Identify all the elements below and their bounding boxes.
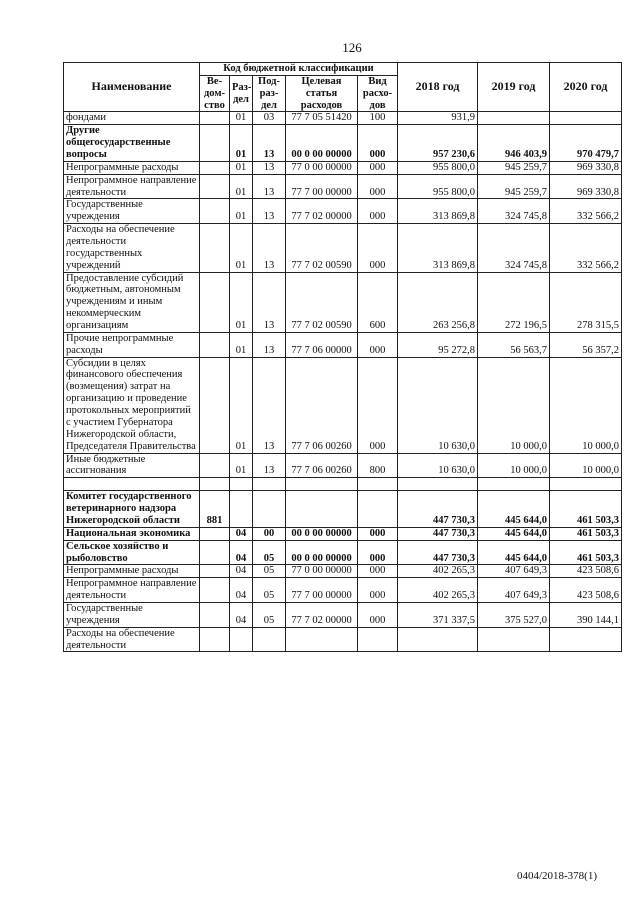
table-row (64, 272, 622, 332)
cell-razdel (230, 478, 253, 491)
cell-2018: 955 800,0 (398, 161, 478, 174)
cell-2019: 56 563,7 (478, 332, 550, 357)
cell-target: 77 7 02 00000 (286, 199, 358, 224)
cell-target (286, 478, 358, 491)
cell-razdel: 01 (230, 332, 253, 357)
cell-razdel: 01 (230, 161, 253, 174)
cell-2018: 10 630,0 (398, 357, 478, 453)
cell-2019: 445 644,0 (478, 540, 550, 565)
cell-vedomstvo (200, 540, 230, 565)
cell-2020: 278 315,5 (550, 272, 622, 332)
table-row (64, 199, 622, 224)
cell-razdel: 01 (230, 174, 253, 199)
cell-2019: 445 644,0 (478, 527, 550, 540)
cell-target: 77 0 00 00000 (286, 565, 358, 578)
header-row-1 (64, 63, 622, 76)
cell-2019: 946 403,9 (478, 125, 550, 162)
cell-2020: 461 503,3 (550, 491, 622, 528)
cell-2020 (550, 112, 622, 125)
cell-2020: 969 330,8 (550, 161, 622, 174)
cell-vid: 000 (358, 540, 398, 565)
cell-vedomstvo (200, 272, 230, 332)
cell-target (286, 627, 358, 652)
cell-vedomstvo (200, 357, 230, 453)
cell-vedomstvo (200, 453, 230, 478)
cell-2020: 461 503,3 (550, 540, 622, 565)
cell-target: 00 0 00 00000 (286, 540, 358, 565)
cell-podrazdel: 05 (253, 565, 286, 578)
cell-podrazdel: 13 (253, 272, 286, 332)
cell-target: 77 7 05 51420 (286, 112, 358, 125)
cell-2018: 447 730,3 (398, 540, 478, 565)
table-row (64, 565, 622, 578)
page-number: 126 (342, 40, 362, 55)
cell-2019: 375 527,0 (478, 602, 550, 627)
cell-2020 (550, 627, 622, 652)
cell-2020: 461 503,3 (550, 527, 622, 540)
header-name: Наименование (64, 63, 200, 112)
table-row (64, 112, 622, 125)
cell-vedomstvo (200, 578, 230, 603)
cell-2018 (398, 627, 478, 652)
cell-target: 77 7 02 00590 (286, 272, 358, 332)
table-row (64, 224, 622, 272)
cell-vid: 000 (358, 578, 398, 603)
cell-podrazdel: 05 (253, 540, 286, 565)
cell-vid: 000 (358, 332, 398, 357)
cell-razdel: 01 (230, 357, 253, 453)
cell-podrazdel: 03 (253, 112, 286, 125)
cell-vedomstvo (200, 224, 230, 272)
cell-2020 (550, 478, 622, 491)
cell-podrazdel: 05 (253, 602, 286, 627)
table-row (64, 527, 622, 540)
header-razdel: Раз- дел (230, 75, 253, 112)
cell-2019 (478, 112, 550, 125)
cell-vid: 000 (358, 527, 398, 540)
cell-razdel (230, 627, 253, 652)
cell-target: 77 0 00 00000 (286, 161, 358, 174)
spacer-row (64, 478, 622, 491)
cell-vedomstvo (200, 112, 230, 125)
cell-2019: 407 649,3 (478, 565, 550, 578)
cell-vid: 600 (358, 272, 398, 332)
cell-2019: 945 259,7 (478, 161, 550, 174)
cell-podrazdel: 13 (253, 174, 286, 199)
cell-vedomstvo (200, 161, 230, 174)
cell-2018: 955 800,0 (398, 174, 478, 199)
cell-vid: 000 (358, 565, 398, 578)
cell-name: Непрограммное направление деятельности (64, 174, 200, 199)
cell-razdel: 04 (230, 527, 253, 540)
cell-target: 77 7 02 00590 (286, 224, 358, 272)
cell-2020: 423 508,6 (550, 565, 622, 578)
cell-name: Расходы на обеспечение деятельности (64, 627, 200, 652)
cell-2019 (478, 627, 550, 652)
header-vid: Вид расхо- дов (358, 75, 398, 112)
cell-razdel: 01 (230, 272, 253, 332)
table-row (64, 491, 622, 528)
budget-table (63, 62, 622, 652)
table-row (64, 540, 622, 565)
cell-2020: 56 357,2 (550, 332, 622, 357)
cell-2020: 332 566,2 (550, 199, 622, 224)
cell-vid (358, 491, 398, 528)
cell-razdel: 04 (230, 602, 253, 627)
cell-2018: 447 730,3 (398, 491, 478, 528)
cell-vedomstvo (200, 332, 230, 357)
cell-2019: 945 259,7 (478, 174, 550, 199)
cell-target: 77 7 00 00000 (286, 174, 358, 199)
cell-name: Непрограммное направление деятельности (64, 578, 200, 603)
cell-2018: 957 230,6 (398, 125, 478, 162)
cell-target: 77 7 06 00260 (286, 453, 358, 478)
cell-vid (358, 478, 398, 491)
cell-2019: 10 000,0 (478, 453, 550, 478)
cell-razdel: 04 (230, 540, 253, 565)
cell-2019: 272 196,5 (478, 272, 550, 332)
cell-razdel: 01 (230, 199, 253, 224)
table-row (64, 174, 622, 199)
cell-razdel: 04 (230, 565, 253, 578)
header-2019: 2019 год (478, 63, 550, 112)
cell-2020: 332 566,2 (550, 224, 622, 272)
cell-razdel: 01 (230, 112, 253, 125)
cell-vedomstvo (200, 602, 230, 627)
cell-2018: 447 730,3 (398, 527, 478, 540)
cell-2020: 423 508,6 (550, 578, 622, 603)
cell-vid: 000 (358, 125, 398, 162)
cell-name: Другие общегосударственные вопросы (64, 125, 200, 162)
table-row (64, 357, 622, 453)
header-vedomstvo: Ве- дом- ство (200, 75, 230, 112)
cell-2018 (398, 478, 478, 491)
cell-podrazdel: 13 (253, 125, 286, 162)
cell-name: Государственные учреждения (64, 199, 200, 224)
cell-name: фондами (64, 112, 200, 125)
cell-target (286, 491, 358, 528)
cell-podrazdel: 13 (253, 332, 286, 357)
cell-razdel: 01 (230, 125, 253, 162)
cell-podrazdel (253, 478, 286, 491)
cell-podrazdel: 13 (253, 161, 286, 174)
cell-target: 77 7 00 00000 (286, 578, 358, 603)
cell-podrazdel: 13 (253, 357, 286, 453)
cell-target: 77 7 06 00000 (286, 332, 358, 357)
cell-vid: 000 (358, 161, 398, 174)
cell-2019: 324 745,8 (478, 199, 550, 224)
cell-name: Прочие непрограммные расходы (64, 332, 200, 357)
cell-name (64, 478, 200, 491)
table-row (64, 332, 622, 357)
table-row (64, 161, 622, 174)
cell-target: 77 7 06 00260 (286, 357, 358, 453)
cell-podrazdel: 13 (253, 453, 286, 478)
cell-podrazdel (253, 491, 286, 528)
cell-podrazdel: 13 (253, 224, 286, 272)
cell-2018: 263 256,8 (398, 272, 478, 332)
cell-2019: 324 745,8 (478, 224, 550, 272)
cell-2020: 10 000,0 (550, 357, 622, 453)
cell-vedomstvo (200, 527, 230, 540)
cell-name: Предоставление субсидий бюджетным, автономным учреждениям и иным некоммерческим организациям (64, 272, 200, 332)
cell-target: 77 7 02 00000 (286, 602, 358, 627)
cell-razdel: 04 (230, 578, 253, 603)
cell-target: 00 0 00 00000 (286, 527, 358, 540)
cell-target: 00 0 00 00000 (286, 125, 358, 162)
cell-name: Расходы на обеспечение деятельности государственных учреждений (64, 224, 200, 272)
cell-vid: 000 (358, 602, 398, 627)
cell-name: Сельское хозяйство и рыболовство (64, 540, 200, 565)
cell-podrazdel: 05 (253, 578, 286, 603)
cell-name: Непрограммные расходы (64, 565, 200, 578)
cell-podrazdel (253, 627, 286, 652)
header-2020: 2020 год (550, 63, 622, 112)
cell-podrazdel: 00 (253, 527, 286, 540)
cell-2020: 970 479,7 (550, 125, 622, 162)
cell-2018: 313 869,8 (398, 199, 478, 224)
cell-razdel: 01 (230, 224, 253, 272)
cell-2018: 313 869,8 (398, 224, 478, 272)
cell-2019: 445 644,0 (478, 491, 550, 528)
document-code: 0404/2018-378(1) (516, 870, 597, 882)
table-row (64, 125, 622, 162)
cell-vid: 100 (358, 112, 398, 125)
cell-2018: 931,9 (398, 112, 478, 125)
cell-razdel: 01 (230, 453, 253, 478)
cell-vid: 000 (358, 199, 398, 224)
cell-2018: 10 630,0 (398, 453, 478, 478)
cell-name: Непрограммные расходы (64, 161, 200, 174)
cell-podrazdel: 13 (253, 199, 286, 224)
cell-2018: 402 265,3 (398, 565, 478, 578)
cell-vid: 800 (358, 453, 398, 478)
cell-2018: 371 337,5 (398, 602, 478, 627)
cell-vid: 000 (358, 224, 398, 272)
cell-vedomstvo (200, 125, 230, 162)
cell-2018: 402 265,3 (398, 578, 478, 603)
cell-name: Субсидии в целях финансового обеспечения (возмещения) затрат на организацию и проведение протокольных мероприятий с участием Губернатора Нижегородской области, Председателя Правительства (64, 357, 200, 453)
cell-name: Государственные учреждения (64, 602, 200, 627)
cell-2019: 407 649,3 (478, 578, 550, 603)
cell-2020: 969 330,8 (550, 174, 622, 199)
cell-vedomstvo (200, 174, 230, 199)
cell-2018: 95 272,8 (398, 332, 478, 357)
cell-razdel (230, 491, 253, 528)
cell-name: Иные бюджетные ассигнования (64, 453, 200, 478)
cell-vedomstvo (200, 199, 230, 224)
header-target: Целевая статья расходов (286, 75, 358, 112)
table-row (64, 578, 622, 603)
header-code-group: Код бюджетной классификации (200, 63, 398, 76)
cell-2019: 10 000,0 (478, 357, 550, 453)
cell-vid (358, 627, 398, 652)
cell-name: Национальная экономика (64, 527, 200, 540)
table-body (64, 112, 622, 652)
header-podrazdel: Под- раз- дел (253, 75, 286, 112)
cell-vedomstvo (200, 627, 230, 652)
header-2018: 2018 год (398, 63, 478, 112)
table-row (64, 453, 622, 478)
cell-vid: 000 (358, 174, 398, 199)
cell-vedomstvo: 881 (200, 491, 230, 528)
cell-2020: 10 000,0 (550, 453, 622, 478)
table-row (64, 627, 622, 652)
cell-vedomstvo (200, 565, 230, 578)
cell-vedomstvo (200, 478, 230, 491)
cell-2020: 390 144,1 (550, 602, 622, 627)
cell-vid: 000 (358, 357, 398, 453)
cell-2019 (478, 478, 550, 491)
cell-name: Комитет государственного ветеринарного надзора Нижегородской области (64, 491, 200, 528)
table-row (64, 602, 622, 627)
